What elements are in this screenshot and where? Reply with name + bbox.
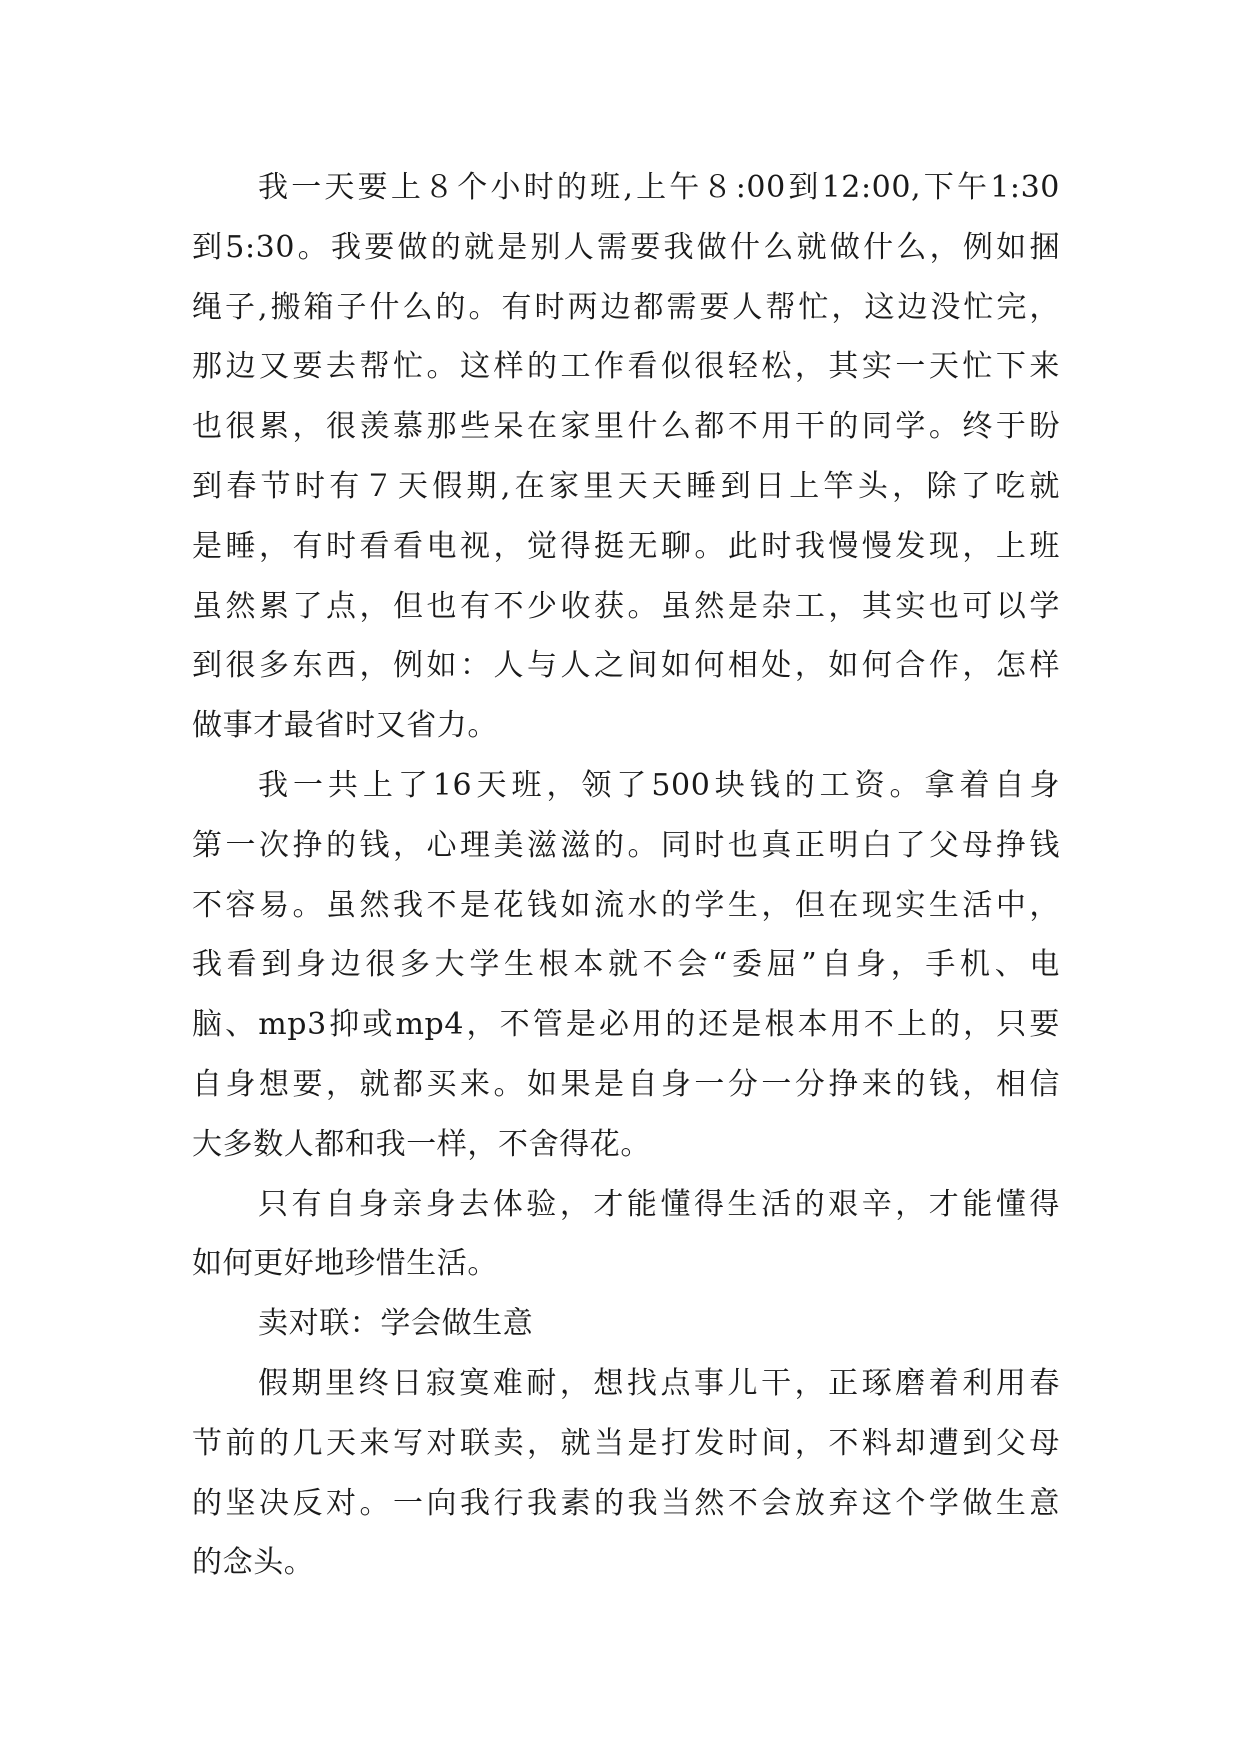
text-line: 做事才最省时又省力。 [192,708,498,744]
text-line: 如何更好地珍惜生活。 [192,1246,498,1282]
text-line: 不容易。虽然我不是花钱如流水的学生，但在现实生活中， [192,887,1060,923]
text-line: 脑、mp3抑或mp4，不管是必用的还是根本用不上的，只要 [192,1007,1060,1043]
text-line: 绳子,搬箱子什么的。有时两边都需要人帮忙，这边没忙完， [192,289,1060,325]
text-line: 我一天要上８个小时的班,上午８:00到12:00,下午1:30 [258,170,1060,205]
text-line: 的坚决反对。一向我行我素的我当然不会放弃这个学做生意 [192,1485,1060,1521]
text-line: 的念头。 [192,1545,315,1581]
text-line: 到春节时有７天假期,在家里天天睡到日上竿头，除了吃就 [192,468,1060,504]
text-line: 大多数人都和我一样，不舍得花。 [192,1126,651,1162]
text-line: 到很多东西，例如：人与人之间如何相处，如何合作，怎样 [192,648,1060,684]
text-line: 只有自身亲身去体验，才能懂得生活的艰辛，才能懂得 [258,1186,1060,1222]
text-line: 第一次挣的钱，心理美滋滋的。同时也真正明白了父母挣钱 [192,827,1060,863]
text-line: 是睡，有时看看电视，觉得挺无聊。此时我慢慢发现，上班 [192,528,1060,564]
text-line: 那边又要去帮忙。这样的工作看似很轻松，其实一天忙下来 [192,349,1060,385]
body-text [192,158,1060,1593]
section-heading: 卖对联：学会做生意 [258,1306,534,1342]
text-line: 我看到身边很多大学生根本就不会“委屈”自身，手机、电 [192,947,1060,983]
text-line: 自身想要，就都买来。如果是自身一分一分挣来的钱，相信 [192,1066,1060,1102]
text-line: 到5:30。我要做的就是别人需要我做什么就做什么，例如捆 [192,229,1060,265]
text-line: 也很累，很羡慕那些呆在家里什么都不用干的同学。终于盼 [192,409,1060,445]
text-line: 我一共上了16天班，领了500块钱的工资。拿着自身 [258,767,1060,803]
text-line: 节前的几天来写对联卖，就当是打发时间，不料却遭到父母 [192,1425,1060,1461]
text-line: 假期里终日寂寞难耐，想找点事儿干，正琢磨着利用春 [258,1365,1060,1401]
text-line: 虽然累了点，但也有不少收获。虽然是杂工，其实也可以学 [192,588,1060,624]
